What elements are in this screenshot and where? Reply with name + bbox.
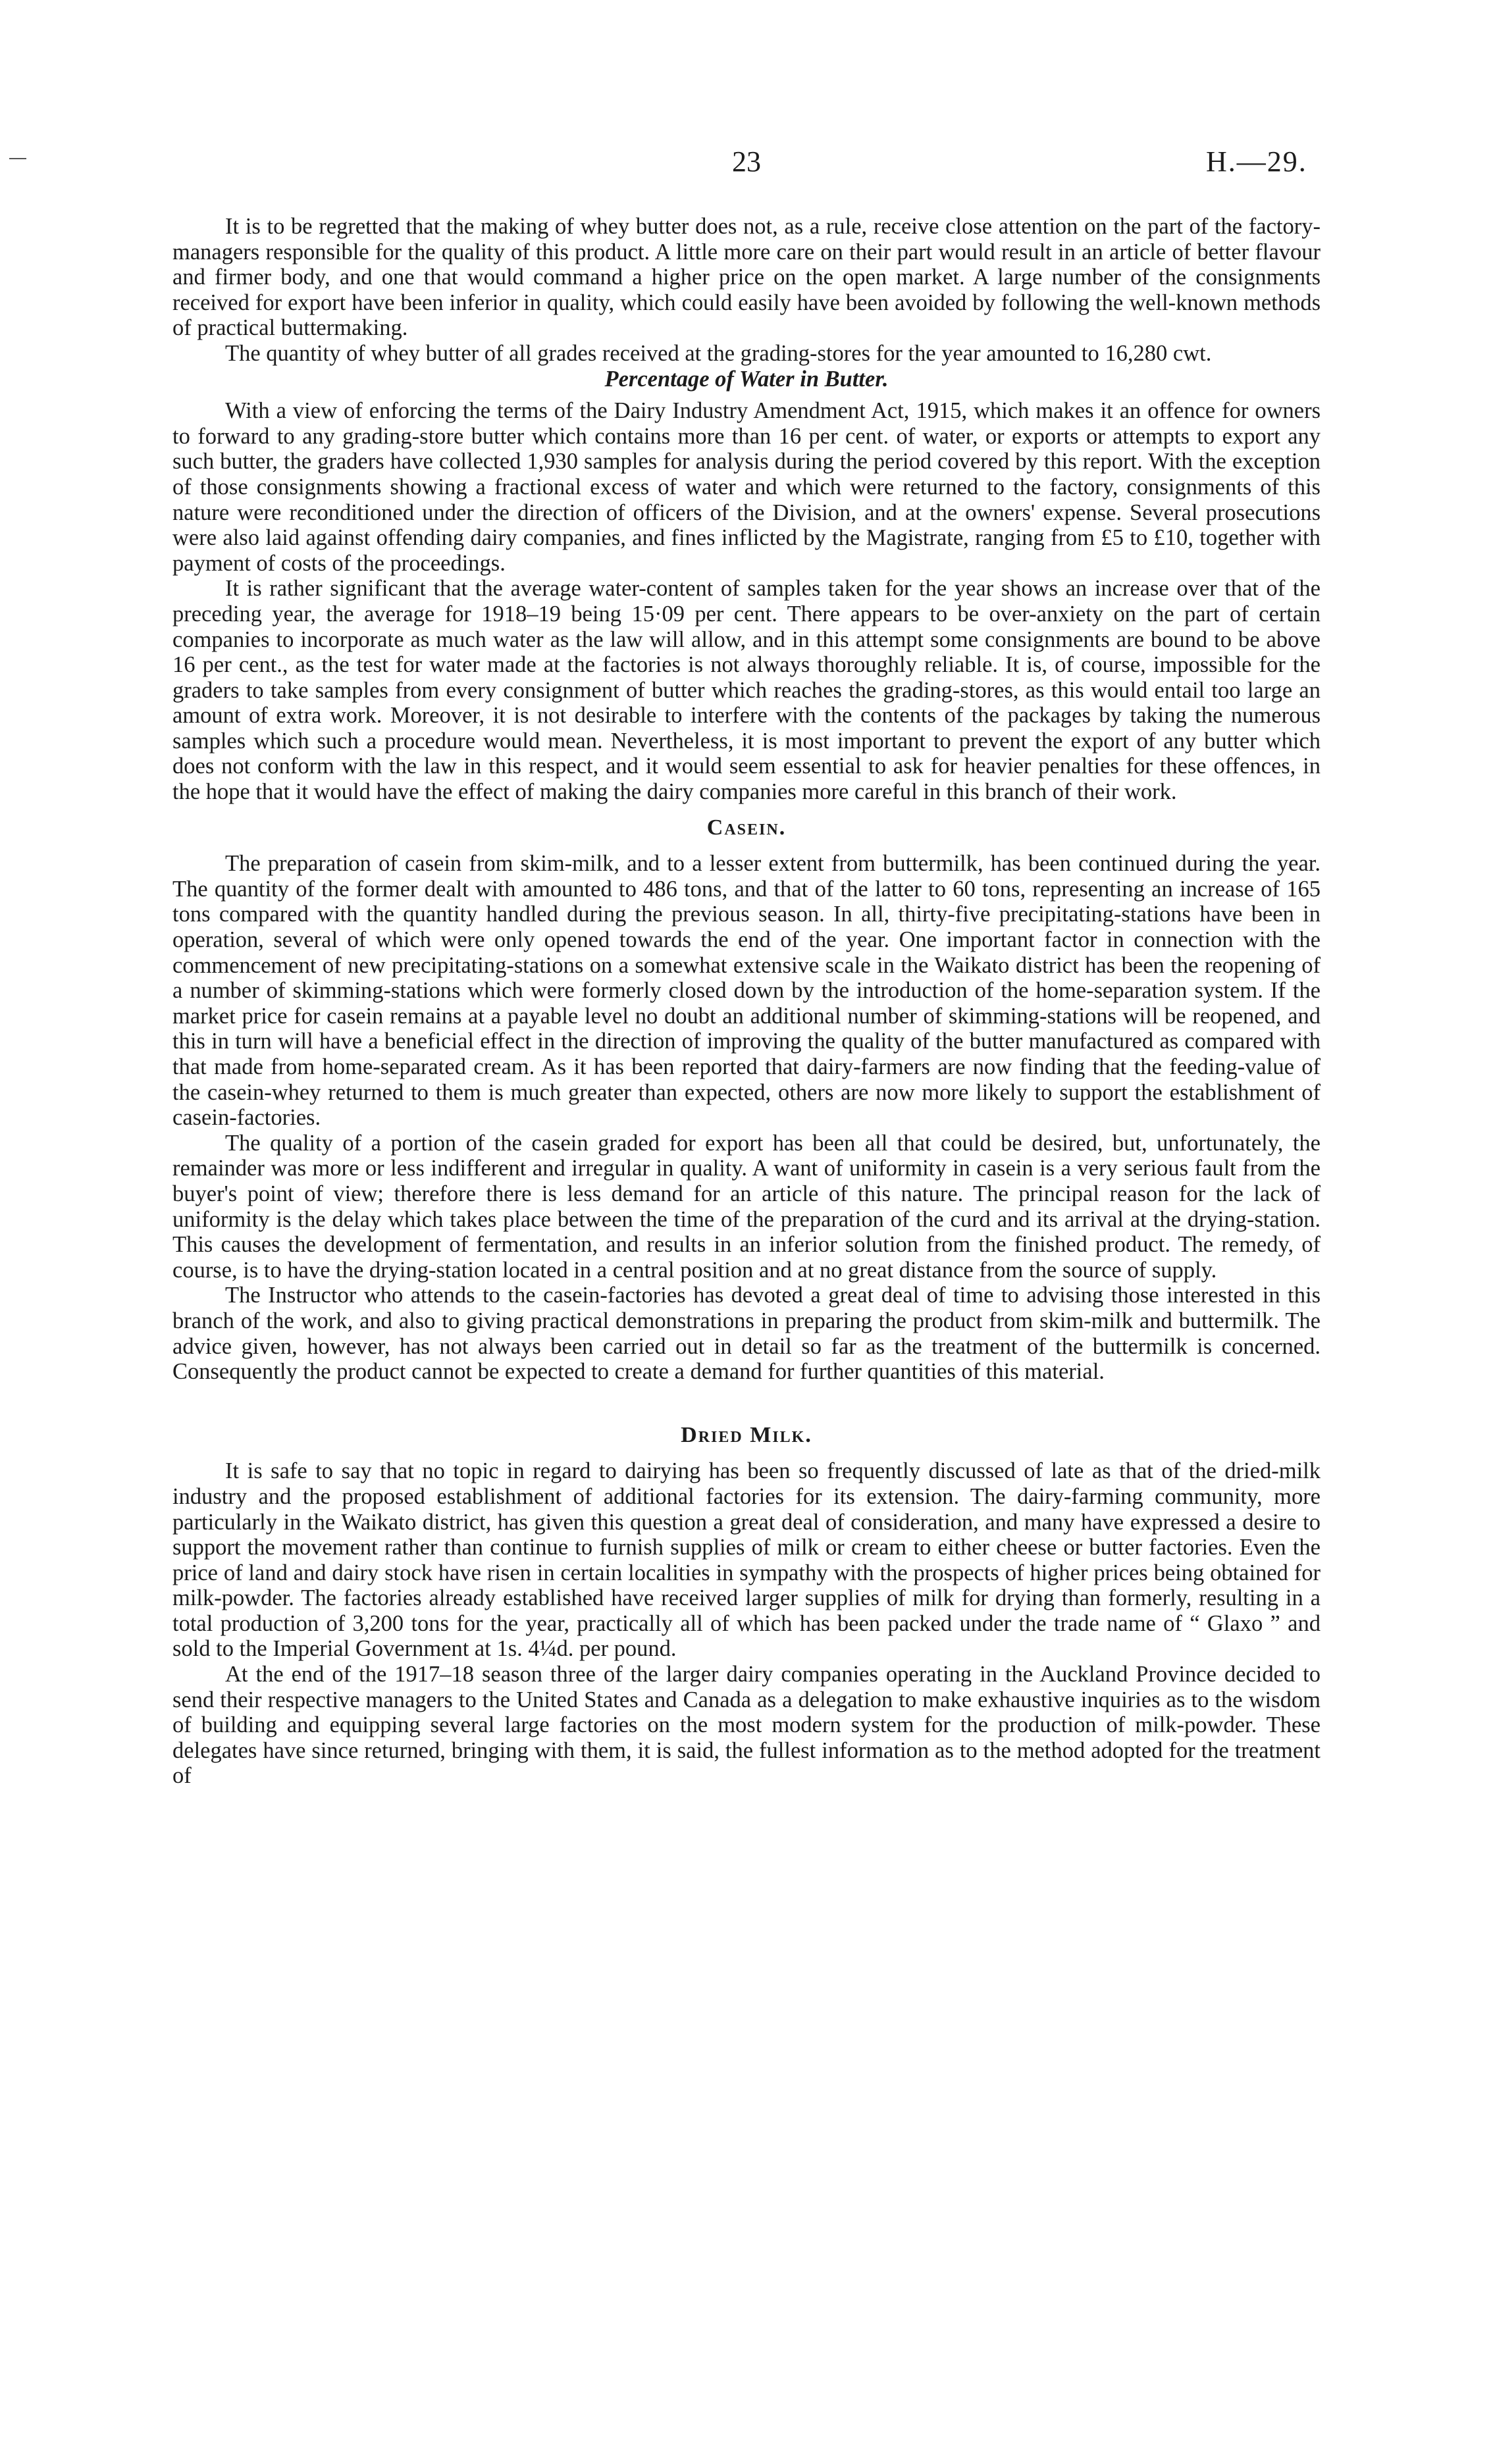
paragraph-water-content: It is rather significant that the average water-content of samples taken for the year shows an increase over that of the preceding year, the average for 1918–19 being 15·09 per cent. There appears to be over-anxiety on the part of certain companies to incorporate as much water as the law will allow, and in this attempt some consignments are bound to be above 16 per cent., as the test for water made at the factories is not always thoroughly reliable. It is, of course, impossible for the graders to take samples from every consignment of butter which reaches the grading-stores, as this would entail too large an amount of extra work. Moreover, it is not desirable to interfere with the contents of the packages by taking the numerous samples which such a procedure would mean. Nevertheless, it is most important to prevent the export of any butter which does not conform with the law in this respect, and it would seem essential to ask for heavier penalties for these offences, in the hope that it would have the effect of making the dairy companies more careful in this branch of their work. bbox=[172, 576, 1321, 805]
paragraph-whey-butter-quantity: The quantity of whey butter of all grades received at the grading-stores for the year amounted to 16,280 cwt. bbox=[225, 340, 1212, 366]
page-body bbox=[172, 214, 1321, 1789]
paragraph-casein-quality: The quality of a portion of the casein graded for export has been all that could be desired, but, unfortunately, the remainder was more or less indifferent and irregular in quality. A want of uniformity in casein is a very serious fault from the buyer's point of view; therefore there is less demand for an article of this nature. The principal reason for the lack of uniformity is the delay which takes place between the time of the preparation of the curd and its arrival at the drying-station. This causes the development of fermentation, and results in an inferior solution from the finished product. The remedy, of course, is to have the drying-station located in a central position and at no great distance from the source of supply. bbox=[172, 1130, 1321, 1283]
document-reference: H.—29. bbox=[1206, 145, 1307, 178]
paragraph-whey-butter-quality: It is to be regretted that the making of whey butter does not, as a rule, receive close attention on the part of the factory-managers responsible for the quality of this product. A little more care on their part would result in an article of better flavour and firmer body, and one that would command a higher price on the open market. A large number of the consignments received for export have been inferior in quality, which could easily have been avoided by following the well-known methods of practical buttermaking. bbox=[172, 214, 1321, 341]
paragraph-casein-preparation: The preparation of casein from skim-milk, and to a lesser extent from buttermilk, has been continued during the year. The quantity of the former dealt with amounted to 486 tons, and that of the latter to 60 tons, representing an increase of 165 tons compared with the quantity handled during the previous season. In all, thirty-five precipitating-stations have been in operation, several of which were only opened towards the end of the year. One important factor in connection with the commencement of new precipitating-stations on a somewhat extensive scale in the Waikato district has been the reopening of a number of skimming-stations which were formerly closed down by the introduction of the home-separation system. If the market price for casein remains at a payable level no doubt an additional number of skimming-stations will be reopened, and this in turn will have a beneficial effect in the direction of improving the quality of the butter manufactured as compared with that made from home-separated cream. As it has been reported that dairy-farmers are now finding that the feeding-value of the casein-whey returned to them is much greater than expected, others are now more likely to support the establishment of casein-factories. bbox=[172, 851, 1321, 1131]
heading-casein: Casein. bbox=[706, 815, 787, 840]
paragraph-water-enforcement: With a view of enforcing the terms of the Dairy Industry Amendment Act, 1915, which makes it an offence for owners to forward to any grading-store butter which contains more than 16 per cent. of water, or exports or attempts to export any such butter, the graders have collected 1,930 samples for analysis during the period covered by this report. With the exception of those consignments showing a fractional excess of water and which were returned to the factory, consignments of this nature were reconditioned under the direction of officers of the Division, and at the owners' expense. Several prosecutions were also laid against offending dairy companies, and fines inflicted by the Magistrate, ranging from £5 to £10, together with payment of costs of the proceedings. bbox=[172, 398, 1321, 576]
paragraph-dried-milk-delegation: At the end of the 1917–18 season three of the larger dairy companies operating in the Auckland Province decided to send their respective managers to the United States and Canada as a delegation to make exhaustive inquiries as to the wisdom of building and equipping several large factories on the most modern system for the production of milk-powder. These delegates have since returned, bringing with them, it is said, the fullest information as to the method adopted for the treatment of bbox=[172, 1662, 1321, 1789]
paragraph-casein-instructor: The Instructor who attends to the casein-factories has devoted a great deal of time to advising those interested in this branch of the work, and also to giving practical demonstrations in preparing the product from skim-milk and buttermilk. The advice given, however, has not always been carried out in detail so far as the treatment of the buttermilk is concerned. Consequently the product cannot be expected to create a demand for further quantities of this material. bbox=[172, 1283, 1321, 1385]
page-header bbox=[0, 143, 1493, 183]
heading-dried-milk: Dried Milk. bbox=[681, 1422, 812, 1447]
page-number: 23 bbox=[732, 145, 761, 178]
heading-percentage-of-water: Percentage of Water in Butter. bbox=[604, 366, 889, 392]
paragraph-dried-milk-industry: It is safe to say that no topic in regard to dairying has been so frequently discussed of late as that of the dried-milk industry and the proposed establishment of additional factories for its extension. The dairy-farming community, more particularly in the Waikato district, has given this question a great deal of consideration, and many have expressed a desire to support the movement rather than continue to furnish supplies of milk or cream to either cheese or butter factories. Even the price of land and dairy stock have risen in certain localities in sympathy with the prospects of higher prices being obtained for milk-powder. The factories already established have received larger supplies of milk for drying than formerly, resulting in a total production of 3,200 tons for the year, practically all of which has been packed under the trade name of “ Glaxo ” and sold to the Imperial Government at 1s. 4¼d. per pound. bbox=[172, 1458, 1321, 1662]
